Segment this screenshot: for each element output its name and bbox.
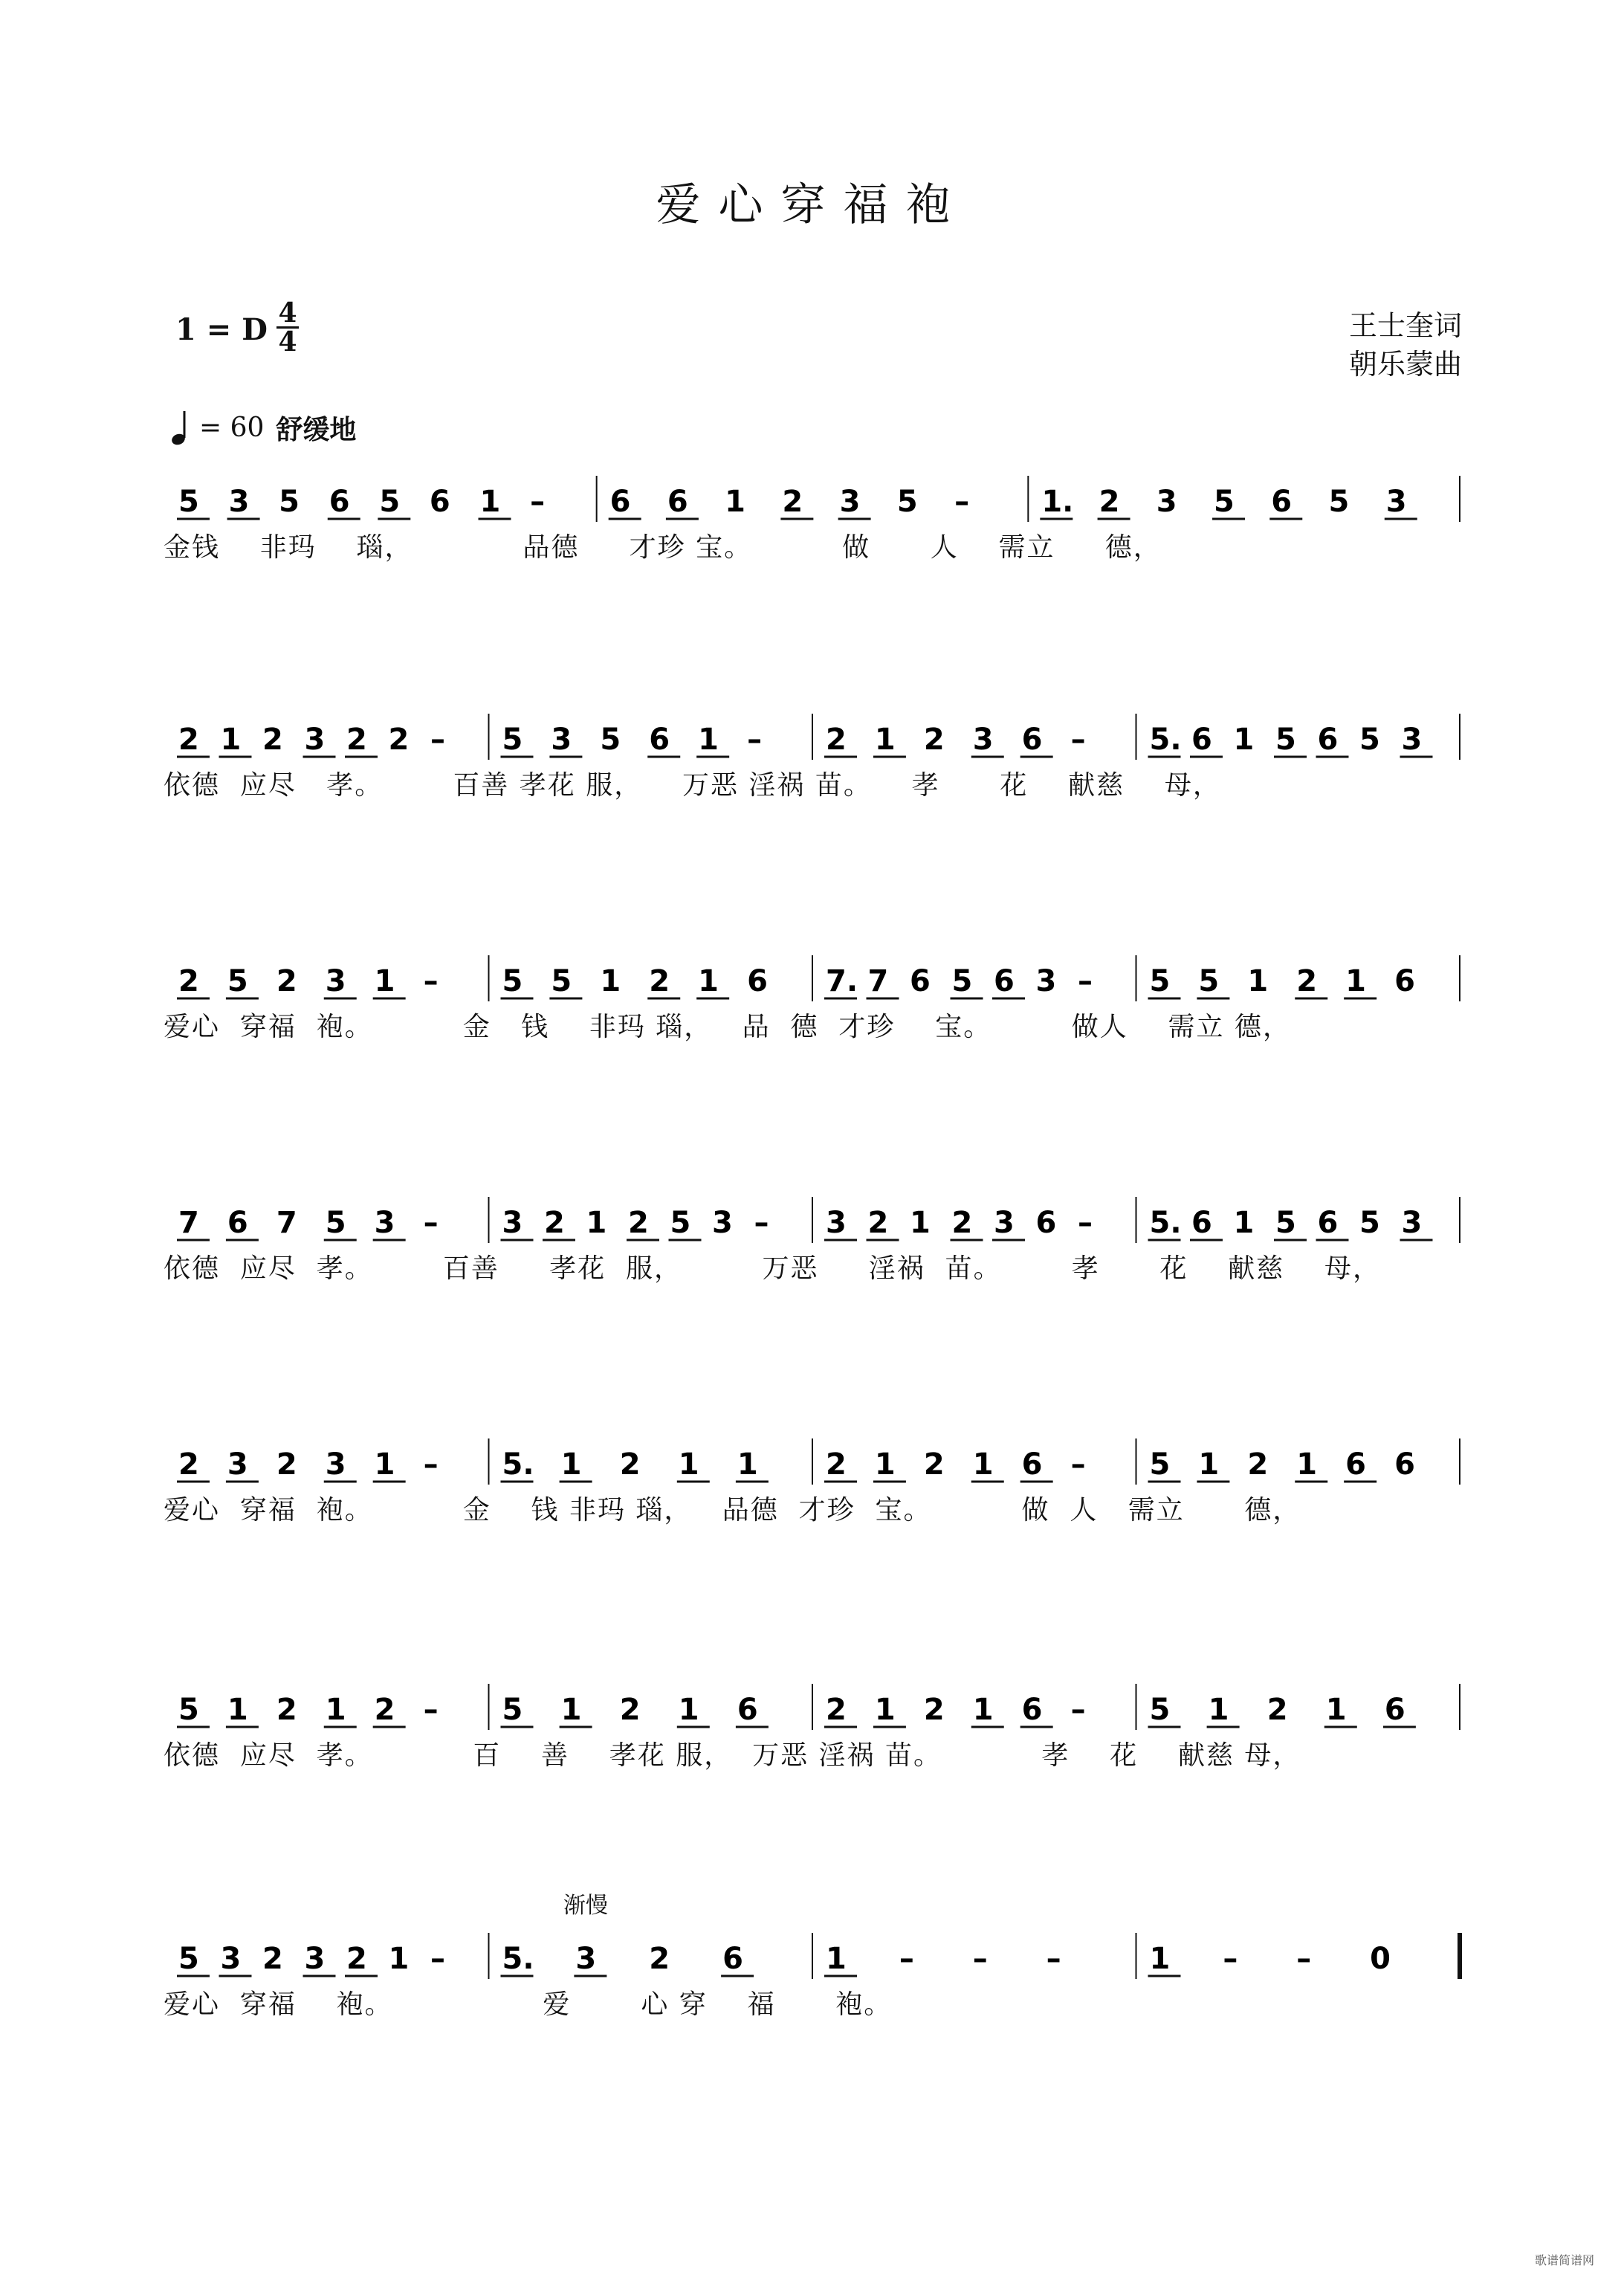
note: 3 xyxy=(325,964,346,998)
note: 6 xyxy=(1021,723,1043,757)
note: 2 xyxy=(1266,1693,1288,1727)
note: 1 xyxy=(325,1693,346,1727)
song-title: 爱心穿福袍 xyxy=(656,179,968,231)
time-signature xyxy=(276,297,299,358)
note: 1 xyxy=(910,1206,931,1240)
note: 1 xyxy=(1233,723,1255,757)
lyrics-line: 爱心 穿福 袍。 金 钱 非玛 瑙， 品德 才珍 宝。 做 人 需立 德， xyxy=(164,1495,1301,1525)
lyricist: 王士奎词 xyxy=(1348,309,1462,342)
note: 1 xyxy=(725,485,745,519)
note: 2 xyxy=(1247,1447,1269,1482)
note: 3 xyxy=(1156,485,1177,519)
note: 6 xyxy=(1035,1206,1057,1240)
note: 2 xyxy=(826,1447,847,1482)
note: 5 xyxy=(279,485,300,519)
note: 6 xyxy=(1345,1447,1367,1482)
dash-mark: – xyxy=(1078,964,1093,998)
note: 6 xyxy=(1394,1447,1415,1482)
note: 5 xyxy=(1359,1206,1380,1240)
note: 2 xyxy=(178,723,199,757)
note: 1 xyxy=(874,1693,896,1727)
note: 6 xyxy=(747,964,768,998)
note: 5 xyxy=(600,723,621,757)
note: 3 xyxy=(304,723,326,757)
note: 1 xyxy=(1149,1942,1171,1976)
note: 3 xyxy=(994,1206,1015,1240)
note: 3 xyxy=(1401,1206,1423,1240)
dash-mark: – xyxy=(430,1942,445,1976)
note: 6 xyxy=(1384,1693,1405,1727)
note: 2 xyxy=(374,1693,395,1727)
note: 1 xyxy=(678,1447,699,1482)
dash-mark: – xyxy=(1070,1447,1086,1482)
lyrics-line: 依德 应尽 孝。 百善 孝花 服， 万恶 淫祸 苗。 孝 花 献慈 母， xyxy=(164,770,1221,801)
ritardando-mark: 渐慢 xyxy=(563,1893,608,1919)
note: 1 xyxy=(698,964,719,998)
note: 2 xyxy=(826,723,847,757)
note: 5 xyxy=(1198,964,1220,998)
note: 2 xyxy=(619,1447,641,1482)
note: 6 xyxy=(1317,723,1339,757)
note: 3 xyxy=(220,1942,242,1976)
dash-mark: – xyxy=(530,485,546,519)
credits xyxy=(1349,306,1462,384)
note: 2 xyxy=(951,1206,973,1240)
lyrics-line: 依德 应尽 孝。 百善 孝花 服， 万恶 淫祸 苗。 孝 花 献慈 母， xyxy=(164,1253,1381,1284)
note: 3 xyxy=(228,485,250,519)
note: 2 xyxy=(923,1447,945,1482)
note: 1 xyxy=(678,1693,699,1727)
dash-mark: – xyxy=(1046,1942,1061,1976)
note: 5 xyxy=(379,485,401,519)
note: 6 xyxy=(1317,1206,1339,1240)
tempo-bpm: = 60 xyxy=(199,413,265,443)
note: 5 xyxy=(227,964,248,998)
note: 3 xyxy=(712,1206,733,1240)
note: 5 xyxy=(1275,1206,1296,1240)
note: 5 xyxy=(1149,1447,1171,1482)
note: 5 xyxy=(1149,1693,1171,1727)
time-signature-bottom: 4 xyxy=(278,326,297,358)
note: 6 xyxy=(910,964,931,998)
note: 6 xyxy=(737,1693,758,1727)
note: 2 xyxy=(346,1942,367,1976)
note: 3 xyxy=(325,1447,346,1482)
note: 2 xyxy=(923,1693,945,1727)
dash-mark: – xyxy=(954,485,970,519)
note: 2 xyxy=(649,1942,670,1976)
note: 5 xyxy=(670,1206,691,1240)
note: 1 xyxy=(374,1447,395,1482)
note: 3 xyxy=(839,485,861,519)
note: 6 xyxy=(329,485,350,519)
note: 2 xyxy=(388,723,410,757)
dash-mark: – xyxy=(1296,1942,1312,1976)
note: 3 xyxy=(826,1206,847,1240)
note: 5. xyxy=(1149,1206,1182,1240)
note: 6 xyxy=(609,485,631,519)
lyrics-line: 金钱 非玛 瑙， 品德 才珍 宝。 做 人 需立 德， xyxy=(164,532,1162,563)
note: 1 xyxy=(220,723,242,757)
note: 5. xyxy=(502,1942,534,1976)
note: 1 xyxy=(388,1942,410,1976)
note: 1 xyxy=(874,723,896,757)
note: 0 xyxy=(1370,1942,1391,1976)
dash-mark: – xyxy=(747,723,763,757)
note: 5 xyxy=(551,964,572,998)
note: 2 xyxy=(867,1206,889,1240)
note: 2 xyxy=(826,1693,847,1727)
note: 2 xyxy=(178,1447,199,1482)
note: 3 xyxy=(1401,723,1423,757)
note: 5. xyxy=(502,1447,534,1482)
note: 3 xyxy=(551,723,572,757)
dash-mark: – xyxy=(430,723,445,757)
note: 1 xyxy=(1198,1447,1220,1482)
note: 3 xyxy=(502,1206,523,1240)
watermark: 歌谱简谱网 xyxy=(1534,2253,1594,2267)
note: 3 xyxy=(304,1942,326,1976)
note: 5 xyxy=(325,1206,346,1240)
note: 3 xyxy=(972,723,994,757)
dash-mark: – xyxy=(423,1693,439,1727)
note: 5 xyxy=(502,1693,523,1727)
note: 2 xyxy=(1296,964,1318,998)
note: 5 xyxy=(951,964,973,998)
note: 2 xyxy=(262,1942,283,1976)
note: 1 xyxy=(560,1693,582,1727)
note: 7. xyxy=(826,964,858,998)
note: 1 xyxy=(972,1447,994,1482)
note: 1 xyxy=(826,1942,847,1976)
note: 1 xyxy=(1247,964,1269,998)
quarter-note-icon xyxy=(171,410,192,447)
note: 5 xyxy=(502,964,523,998)
dash-mark: – xyxy=(423,964,439,998)
dash-mark: – xyxy=(1070,1693,1086,1727)
note: 1 xyxy=(1208,1693,1229,1727)
note: 1 xyxy=(1345,964,1367,998)
note: 5. xyxy=(1149,723,1182,757)
note: 6 xyxy=(1394,964,1415,998)
note: 6 xyxy=(227,1206,248,1240)
dash-mark: – xyxy=(423,1206,439,1240)
note: 3 xyxy=(575,1942,597,1976)
note: 6 xyxy=(1021,1693,1043,1727)
note: 1 xyxy=(600,964,621,998)
time-signature-top: 4 xyxy=(278,297,297,329)
note: 1 xyxy=(1325,1693,1347,1727)
note: 1. xyxy=(1041,485,1074,519)
note: 1 xyxy=(374,964,395,998)
note: 5 xyxy=(178,1693,199,1727)
dash-mark: – xyxy=(972,1942,988,1976)
note: 7 xyxy=(276,1206,297,1240)
note: 2 xyxy=(649,964,670,998)
note: 2 xyxy=(276,1693,297,1727)
lyrics-line: 依德 应尽 孝。 百 善 孝花 服， 万恶 淫祸 苗。 孝 花 献慈 母， xyxy=(164,1740,1301,1771)
note: 2 xyxy=(262,723,283,757)
composer: 朝乐蒙曲 xyxy=(1348,348,1462,381)
note: 1 xyxy=(479,485,501,519)
lyrics-line: 爱心 穿福 袍。 金 钱 非玛 瑙， 品 德 才珍 宝。 做人 需立 德， xyxy=(164,1012,1291,1042)
note: 6 xyxy=(649,723,670,757)
note: 5 xyxy=(1359,723,1380,757)
note: 6 xyxy=(1021,1447,1043,1482)
note: 6 xyxy=(667,485,688,519)
note: 5 xyxy=(1214,485,1235,519)
note: 3 xyxy=(1035,964,1057,998)
lyrics-line: 爱心 穿福 袍。 爱 心 穿 福 袍。 xyxy=(164,1989,893,2020)
dash-mark: – xyxy=(899,1942,914,1976)
note: 2 xyxy=(178,964,199,998)
note: 5 xyxy=(1149,964,1171,998)
note: 1 xyxy=(737,1447,758,1482)
note: 2 xyxy=(923,723,945,757)
note: 2 xyxy=(628,1206,649,1240)
note: 5 xyxy=(502,723,523,757)
note: 2 xyxy=(346,723,367,757)
note: 3 xyxy=(227,1447,248,1482)
note: 3 xyxy=(374,1206,395,1240)
note: 2 xyxy=(276,964,297,998)
note: 2 xyxy=(619,1693,641,1727)
note: 2 xyxy=(782,485,803,519)
key-signature: 1 = D xyxy=(175,312,268,347)
note: 1 xyxy=(972,1693,994,1727)
note: 6 xyxy=(1191,1206,1212,1240)
note: 1 xyxy=(698,723,719,757)
note: 3 xyxy=(1385,485,1407,519)
note: 1 xyxy=(1296,1447,1318,1482)
note: 7 xyxy=(867,964,889,998)
note: 1 xyxy=(227,1693,248,1727)
note: 1 xyxy=(586,1206,607,1240)
note: 2 xyxy=(1099,485,1120,519)
note: 6 xyxy=(1271,485,1293,519)
note: 6 xyxy=(722,1942,743,1976)
tempo-marking xyxy=(171,409,356,447)
dash-mark: – xyxy=(1223,1942,1238,1976)
note: 1 xyxy=(874,1447,896,1482)
dash-mark: – xyxy=(1078,1206,1093,1240)
note: 7 xyxy=(178,1206,199,1240)
note: 5 xyxy=(1275,723,1296,757)
note: 5 xyxy=(896,485,918,519)
note: 1 xyxy=(1233,1206,1255,1240)
note: 1 xyxy=(560,1447,582,1482)
dash-mark: – xyxy=(754,1206,769,1240)
dash-mark: – xyxy=(1070,723,1086,757)
note: 5 xyxy=(178,1942,199,1976)
note: 6 xyxy=(1191,723,1212,757)
note: 6 xyxy=(994,964,1015,998)
tempo-expression: 舒缓地 xyxy=(276,414,357,445)
note: 5 xyxy=(1328,485,1350,519)
note: 2 xyxy=(544,1206,565,1240)
note: 6 xyxy=(429,485,450,519)
note: 5 xyxy=(178,485,199,519)
note: 2 xyxy=(276,1447,297,1482)
dash-mark: – xyxy=(423,1447,439,1482)
